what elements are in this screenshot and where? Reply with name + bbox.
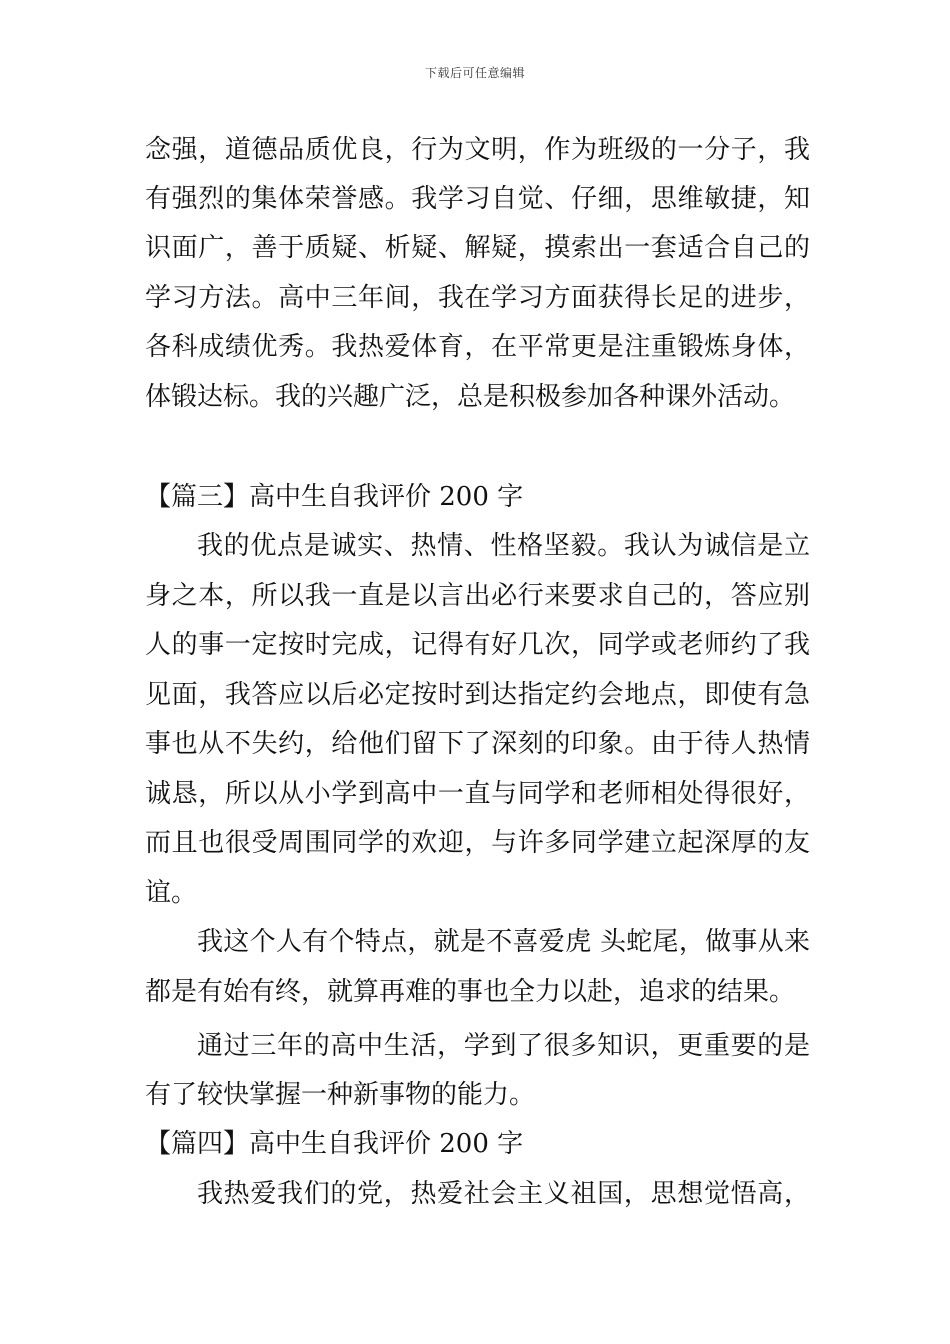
text-line: 诚恳，所以从小学到高中一直与同学和老师相处得很好， (145, 779, 810, 809)
section-heading-4: 【篇四】高中生自我评价 200 字 (145, 1129, 524, 1159)
text-line: 见面，我答应以后必定按时到达指定约会地点，即使有急 (145, 680, 810, 710)
text-line: 我热爱我们的党，热爱社会主义祖国，思想觉悟高， (197, 1179, 810, 1209)
text-line: 体锻达标。我的兴趣广泛，总是积极参加各种课外活动。 (145, 382, 796, 412)
text-line: 都是有始有终，就算再难的事也全力以赴，追求的结果。 (145, 977, 796, 1007)
text-line: 通过三年的高中生活，学到了很多知识，更重要的是 (197, 1031, 810, 1061)
text-line: 人的事一定按时完成，记得有好几次，同学或老师约了我 (145, 630, 810, 660)
text-line: 有了较快掌握一种新事物的能力。 (145, 1080, 536, 1110)
text-line: 我的优点是诚实、热情、性格坚毅。我认为诚信是立 (197, 531, 810, 561)
text-line: 念强，道德品质优良，行为文明，作为班级的一分子，我 (145, 135, 810, 165)
text-line: 事也从不失约，给他们留下了深刻的印象。由于待人热情 (145, 729, 810, 759)
text-line: 识面广，善于质疑、析疑、解疑，摸索出一套适合自己的 (145, 233, 810, 263)
text-line: 有强烈的集体荣誉感。我学习自觉、仔细，思维敏捷，知 (145, 184, 810, 214)
text-line: 学习方法。高中三年间，我在学习方面获得长足的进步， (145, 283, 810, 313)
header-note: 下载后可任意编辑 (424, 66, 525, 80)
text-line: 谊。 (145, 878, 198, 908)
section-heading-3: 【篇三】高中生自我评价 200 字 (145, 482, 524, 512)
text-line: 我这个人有个特点，就是不喜爱虎 头蛇尾，做事从来 (197, 927, 810, 957)
text-line: 各科成绩优秀。我热爱体育，在平常更是注重锻炼身体， (145, 332, 810, 362)
text-line: 而且也很受周围同学的欢迎，与许多同学建立起深厚的友 (145, 828, 810, 858)
text-line: 身之本，所以我一直是以言出必行来要求自己的，答应别 (145, 581, 810, 611)
